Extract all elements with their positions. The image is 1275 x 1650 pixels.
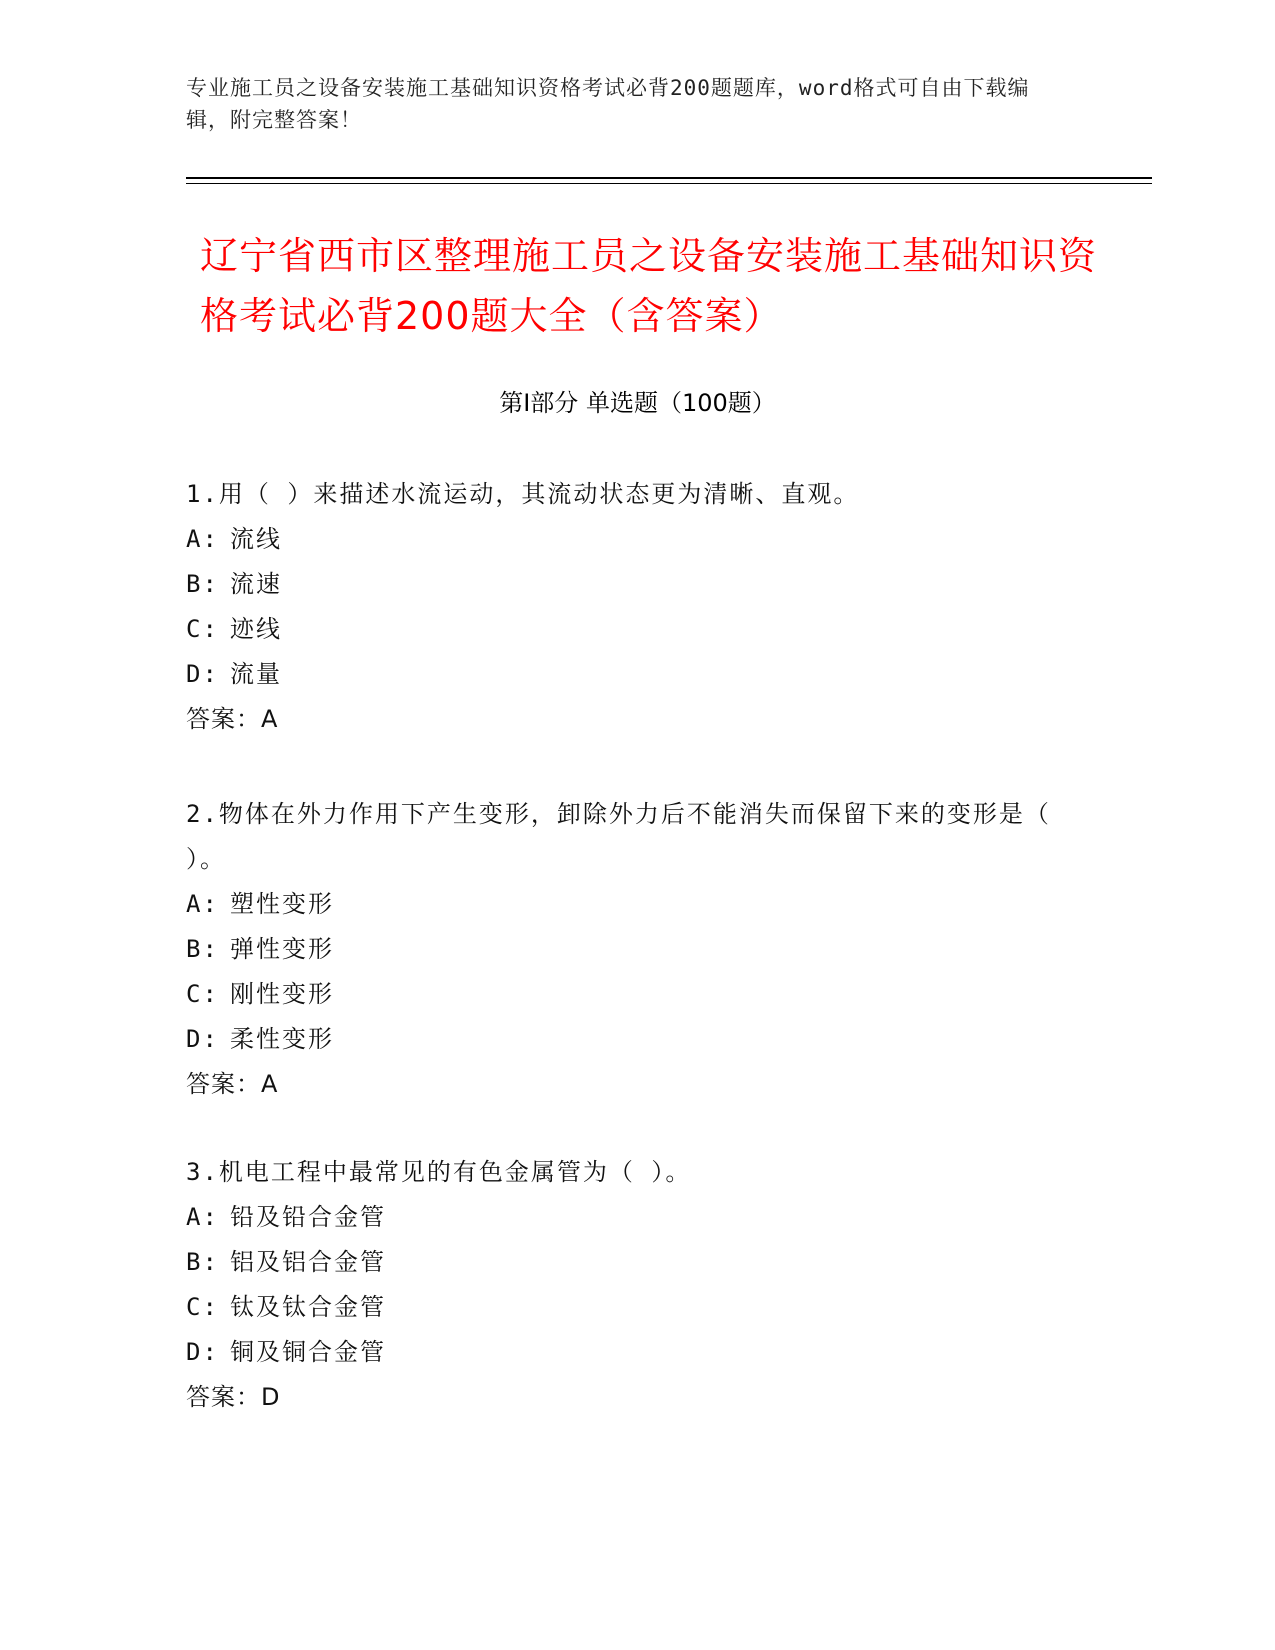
question-2 (186, 792, 1066, 1107)
document-title: 辽宁省西市区整理施工员之设备安装施工基础知识资格考试必背200题大全（含答案） (200, 234, 1098, 338)
option-d (186, 1330, 1066, 1375)
answer-line: 答案：D (186, 1383, 281, 1411)
option-letter: D: (186, 1025, 219, 1053)
option-letter: C: (186, 1293, 219, 1321)
option-b (186, 1240, 1066, 1285)
option-a (186, 1195, 1066, 1240)
option-a (186, 882, 1066, 927)
option-text: 柔性变形 (230, 1025, 334, 1053)
option-letter: A: (186, 525, 219, 553)
option-text: 流量 (230, 660, 282, 688)
question-stem: 3.机电工程中最常见的有色金属管为（ ）。 (186, 1158, 692, 1186)
option-c (186, 607, 1066, 652)
option-letter: C: (186, 615, 219, 643)
header-rule-thin (186, 183, 1152, 184)
question-1 (186, 472, 1066, 742)
option-text: 铝及铝合金管 (230, 1248, 386, 1276)
option-text: 流速 (230, 570, 282, 598)
section-heading: 第I部分 单选题（100题） (499, 389, 776, 417)
option-text: 流线 (230, 525, 282, 553)
option-d (186, 1017, 1066, 1062)
option-c (186, 1285, 1066, 1330)
header-rule-thick (186, 177, 1152, 179)
option-b (186, 562, 1066, 607)
option-letter: C: (186, 980, 219, 1008)
option-letter: B: (186, 570, 219, 598)
header-note: 专业施工员之设备安装施工基础知识资格考试必背200题题库，word格式可自由下载编辑，附完整答案！ (186, 76, 1030, 132)
option-letter: D: (186, 660, 219, 688)
option-letter: A: (186, 1203, 219, 1231)
question-3 (186, 1150, 1066, 1420)
option-text: 迹线 (230, 615, 282, 643)
question-stem: 1.用（ ）来描述水流运动，其流动状态更为清晰、直观。 (186, 480, 860, 508)
question-stem: 2.物体在外力作用下产生变形，卸除外力后不能消失而保留下来的变形是（ ）。 (186, 800, 1051, 873)
option-letter: B: (186, 1248, 219, 1276)
option-c (186, 972, 1066, 1017)
option-text: 铅及铅合金管 (230, 1203, 386, 1231)
option-d (186, 652, 1066, 697)
option-text: 钛及钛合金管 (230, 1293, 386, 1321)
option-b (186, 927, 1066, 972)
answer-line: 答案：A (186, 1070, 279, 1098)
option-text: 铜及铜合金管 (230, 1338, 386, 1366)
option-letter: D: (186, 1338, 219, 1366)
answer-line: 答案：A (186, 705, 279, 733)
option-text: 刚性变形 (230, 980, 334, 1008)
option-text: 塑性变形 (230, 890, 334, 918)
option-letter: A: (186, 890, 219, 918)
option-letter: B: (186, 935, 219, 963)
option-a (186, 517, 1066, 562)
option-text: 弹性变形 (230, 935, 334, 963)
